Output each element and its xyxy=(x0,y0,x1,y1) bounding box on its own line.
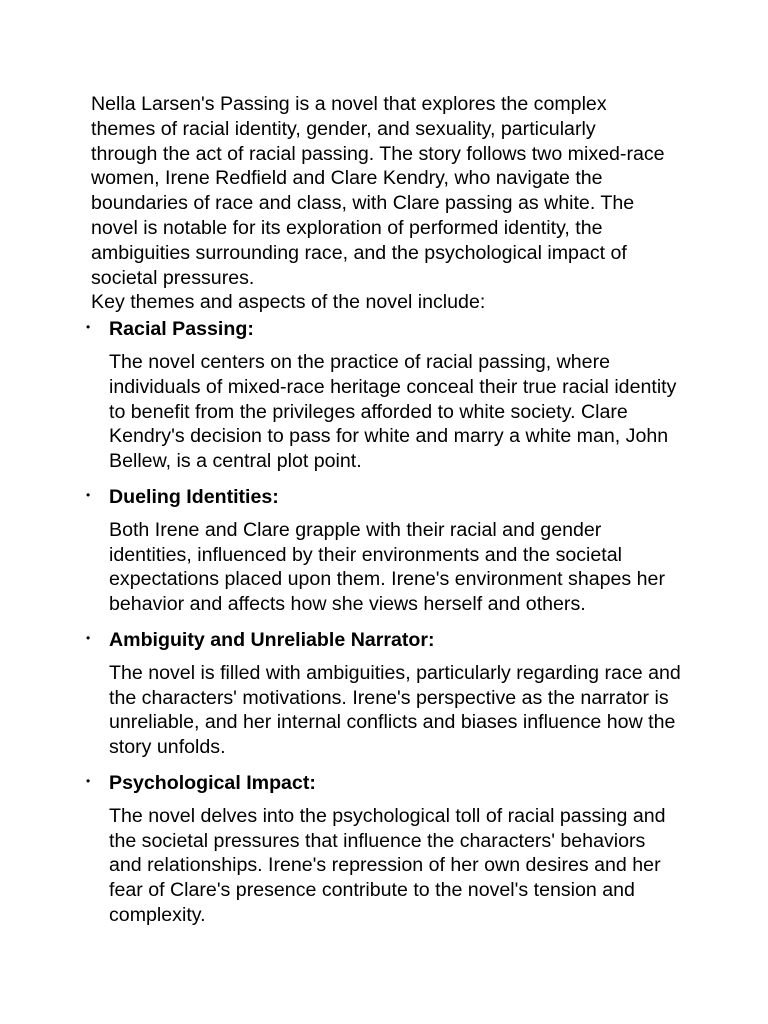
theme-description: The novel delves into the psychological toll of racial passing and the societal pressures that influence the characters' behaviors and relationships. Irene's repression of her own desires and her fear of Clare's presence contribute to the novel's tension and complexity. xyxy=(109,804,666,926)
theme-title: Psychological Impact: xyxy=(109,771,316,794)
theme-description: The novel centers on the practice of racial passing, where individuals of mixed-race heritage conceal their true racial identity to benefit from the privileges afforded to white society. Clare Kendry's decision to pass for white and marry a white man, John Bellew, is a central plot point. xyxy=(109,350,677,473)
themes-lead-text: Key themes and aspects of the novel include: xyxy=(91,291,486,314)
themes-list xyxy=(86,315,681,928)
theme-title: Ambiguity and Unreliable Narrator: xyxy=(109,628,435,651)
bullet-icon: • xyxy=(86,630,91,645)
theme-item-ambiguity xyxy=(86,626,681,760)
theme-title: Racial Passing: xyxy=(109,318,254,341)
theme-item-psychological-impact xyxy=(86,769,681,928)
theme-description: Both Irene and Clare grapple with their racial and gender identities, influenced by their environments and the societal expectations placed upon them. Irene's environment shapes her behavior and affects how she views herself and others. xyxy=(109,518,665,616)
intro-paragraph: Nella Larsen's Passing is a novel that explores the complex themes of racial identity, gender, and sexuality, particularly through the act of racial passing. The story follows two mixed-race women, Irene Redfield and Clare Kendry, who navigate the boundaries of race and class, with Clare passing as white. The novel is notable for its exploration of performed identity, the ambiguities surrounding race, and the psychological impact of societal pressures. xyxy=(91,93,665,289)
bullet-icon: • xyxy=(86,773,91,788)
theme-item-dueling-identities xyxy=(86,483,681,617)
theme-item-racial-passing xyxy=(86,315,681,474)
theme-description: The novel is filled with ambiguities, particularly regarding race and the characters' motivations. Irene's perspective as the narrator is unreliable, and her internal conflicts and biases influence how the story unfolds. xyxy=(109,661,681,759)
document-page xyxy=(86,92,681,928)
theme-title: Dueling Identities: xyxy=(109,485,279,508)
bullet-icon: • xyxy=(86,487,91,502)
bullet-icon: • xyxy=(86,320,91,335)
